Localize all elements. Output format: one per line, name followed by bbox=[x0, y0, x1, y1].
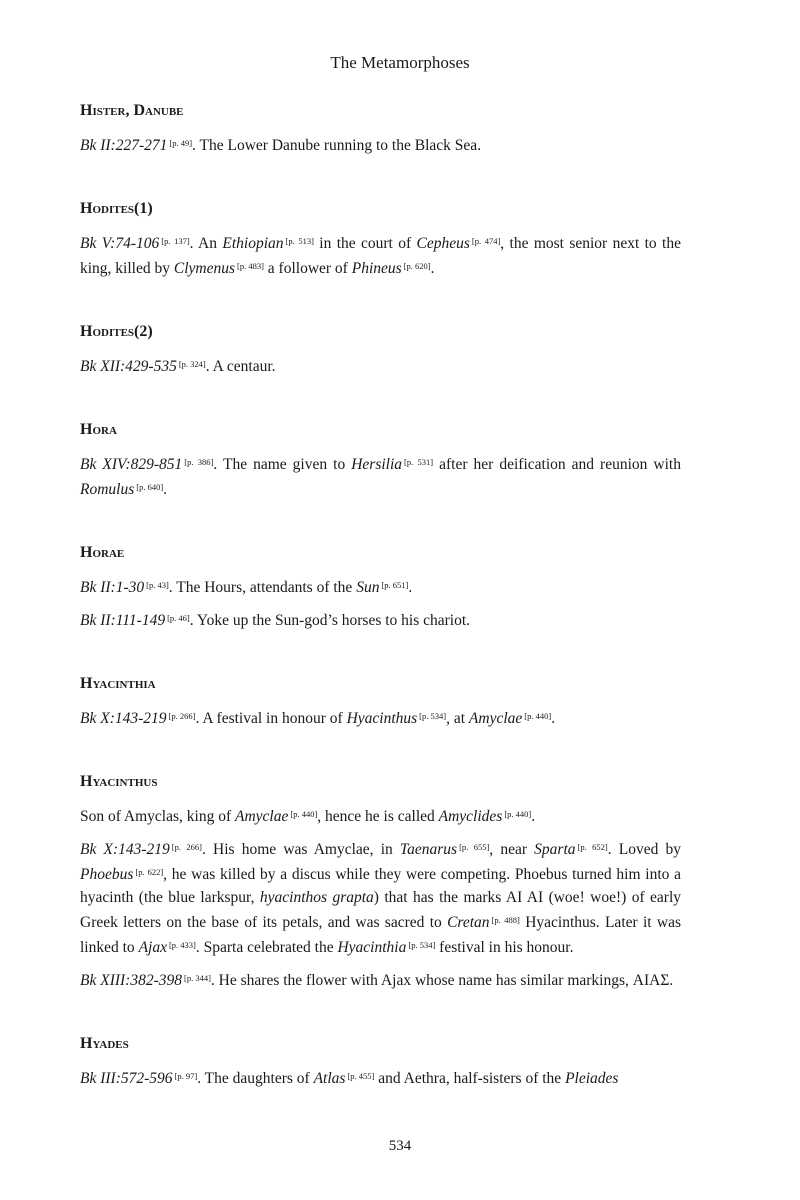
text-segment: festival in his honour. bbox=[435, 939, 574, 956]
cross-reference-link[interactable]: Cepheus bbox=[416, 235, 470, 252]
text-segment: Son of Amyclas, king of bbox=[80, 808, 235, 825]
page-reference-link[interactable]: [p. 97] bbox=[174, 1071, 198, 1081]
running-head: The Metamorphoses bbox=[330, 53, 470, 72]
glossary-entry bbox=[80, 198, 681, 280]
entry-heading: Hister, Danube bbox=[80, 102, 184, 119]
entry-heading: Hyacinthus bbox=[80, 773, 158, 790]
text-segment: Hyacinthus. Later it was linked to bbox=[80, 914, 681, 956]
cross-reference-link[interactable]: Cretan bbox=[447, 914, 490, 931]
entry-paragraph bbox=[80, 836, 681, 959]
text-segment: in the court of bbox=[313, 235, 417, 252]
cross-reference-link[interactable]: Ethiopian bbox=[222, 235, 284, 252]
text-segment: . The name given to bbox=[213, 456, 352, 473]
text-segment: , the most senior next to the king, killed by bbox=[80, 235, 681, 277]
book-reference-link[interactable]: Bk II:227-271 bbox=[80, 137, 168, 154]
text-segment: , at bbox=[446, 710, 469, 727]
text-segment: . bbox=[163, 481, 168, 498]
page-reference-link[interactable]: [p. 531] bbox=[404, 457, 434, 467]
page-reference-link[interactable]: [p. 655] bbox=[459, 842, 490, 852]
entry-heading: Hyades bbox=[80, 1035, 129, 1052]
page-reference-link[interactable]: [p. 474] bbox=[471, 236, 501, 246]
entry-heading: Hodites(1) bbox=[80, 200, 153, 217]
entry-paragraph bbox=[80, 705, 681, 730]
page-reference-link[interactable]: [p. 49] bbox=[169, 138, 193, 148]
glossary-entry bbox=[80, 1033, 681, 1090]
entry-paragraph bbox=[80, 967, 681, 992]
entry-heading: Hora bbox=[80, 421, 117, 438]
text-segment: . The Hours, attendants of the bbox=[168, 579, 357, 596]
text-segment: . bbox=[408, 579, 413, 596]
text-segment: a follower of bbox=[263, 260, 352, 277]
page-reference-link[interactable]: [p. 386] bbox=[184, 457, 214, 467]
text-segment: . Sparta celebrated the bbox=[195, 939, 338, 956]
text-segment: . The daughters of bbox=[197, 1070, 314, 1087]
page-reference-link[interactable]: [p. 433] bbox=[168, 940, 196, 950]
page-reference-link[interactable]: [p. 513] bbox=[285, 236, 314, 246]
page-reference-link[interactable]: [p. 440] bbox=[290, 809, 318, 819]
text-segment: . bbox=[430, 260, 435, 277]
glossary-content bbox=[80, 100, 681, 1090]
page-reference-link[interactable]: [p. 534] bbox=[419, 711, 447, 721]
page-reference-link[interactable]: [p. 137] bbox=[161, 236, 190, 246]
page-reference-link[interactable]: [p. 620] bbox=[403, 261, 431, 271]
entry-paragraph bbox=[80, 230, 681, 280]
cross-reference-link[interactable]: Phoebus bbox=[80, 866, 134, 883]
text-segment: , hence he is called bbox=[317, 808, 439, 825]
cross-reference-link[interactable]: Pleiades bbox=[565, 1070, 619, 1087]
cross-reference-link[interactable]: Hersilia bbox=[351, 456, 403, 473]
glossary-entry bbox=[80, 100, 681, 157]
book-reference-link[interactable]: Bk III:572-596 bbox=[80, 1070, 173, 1087]
entry-heading: Horae bbox=[80, 544, 125, 561]
page-reference-link[interactable]: [p. 440] bbox=[524, 711, 552, 721]
entry-heading: Hodites(2) bbox=[80, 323, 153, 340]
entry-paragraph bbox=[80, 353, 681, 378]
text-segment: , near bbox=[489, 841, 535, 858]
cross-reference-link[interactable]: Romulus bbox=[80, 481, 135, 498]
book-reference-link[interactable]: Bk X:143-219 bbox=[80, 841, 170, 858]
page-reference-link[interactable]: [p. 43] bbox=[146, 580, 169, 590]
cross-reference-link[interactable]: Amyclae bbox=[235, 808, 289, 825]
page-reference-link[interactable]: [p. 622] bbox=[135, 867, 164, 877]
text-segment: . His home was Amyclae, in bbox=[202, 841, 400, 858]
text-segment: . Yoke up the Sun-god’s horses to his chariot. bbox=[189, 612, 471, 629]
entry-paragraph bbox=[80, 1065, 681, 1090]
page-reference-link[interactable]: [p. 440] bbox=[504, 809, 532, 819]
page-reference-link[interactable]: [p. 324] bbox=[178, 359, 206, 369]
entry-paragraph bbox=[80, 451, 681, 501]
cross-reference-link[interactable]: Sparta bbox=[534, 841, 576, 858]
text-segment: . bbox=[551, 710, 556, 727]
glossary-entry bbox=[80, 419, 681, 501]
entry-paragraph bbox=[80, 574, 681, 599]
entry-paragraph bbox=[80, 803, 681, 828]
page-reference-link[interactable]: [p. 651] bbox=[381, 580, 409, 590]
text-segment: after her deification and reunion with bbox=[433, 456, 681, 473]
text-segment: . The Lower Danube running to the Black Sea. bbox=[192, 137, 482, 154]
page-reference-link[interactable]: [p. 266] bbox=[171, 842, 202, 852]
page-reference-link[interactable]: [p. 652] bbox=[577, 842, 608, 852]
cross-reference-link[interactable]: Hyacinthus bbox=[346, 710, 418, 727]
page-reference-link[interactable]: [p. 488] bbox=[491, 915, 520, 925]
book-reference-link[interactable]: Bk X:143-219 bbox=[80, 710, 167, 727]
cross-reference-link[interactable]: Clymenus bbox=[173, 260, 235, 277]
entry-heading: Hyacinthia bbox=[80, 675, 156, 692]
book-reference-link[interactable]: Bk V:74-106 bbox=[80, 235, 160, 252]
page-reference-link[interactable]: [p. 455] bbox=[347, 1071, 375, 1081]
cross-reference-link[interactable]: Amyclides bbox=[438, 808, 503, 825]
cross-reference-link[interactable]: Amyclae bbox=[468, 710, 523, 727]
glossary-entry bbox=[80, 673, 681, 730]
page-reference-link[interactable]: [p. 344] bbox=[184, 973, 211, 983]
page-reference-link[interactable]: [p. 483] bbox=[237, 261, 264, 271]
glossary-entry bbox=[80, 321, 681, 378]
cross-reference-link[interactable]: Atlas bbox=[313, 1070, 346, 1087]
cross-reference-link[interactable]: Ajax bbox=[138, 939, 167, 956]
text-segment: and Aethra, half-sisters of the bbox=[374, 1070, 566, 1087]
page-reference-link[interactable]: [p. 46] bbox=[167, 613, 190, 623]
entry-paragraph bbox=[80, 607, 681, 632]
glossary-entry bbox=[80, 771, 681, 992]
text-segment: . He shares the flower with Ajax whose name has similar markings, ΑΙΑΣ. bbox=[210, 972, 674, 989]
entry-paragraph bbox=[80, 132, 681, 157]
text-segment: . bbox=[531, 808, 536, 825]
text-segment: . An bbox=[189, 235, 223, 252]
cross-reference-link[interactable]: Sun bbox=[356, 579, 380, 596]
book-reference-link[interactable]: Bk II:1-30 bbox=[80, 579, 145, 596]
glossary-entry bbox=[80, 542, 681, 632]
book-reference-link[interactable]: Bk XIV:829-851 bbox=[80, 456, 183, 473]
book-reference-link[interactable]: Bk XIII:382-398 bbox=[80, 972, 182, 989]
text-segment: . A festival in honour of bbox=[195, 710, 347, 727]
cross-reference-link[interactable]: Phineus bbox=[351, 260, 402, 277]
page-reference-link[interactable]: [p. 266] bbox=[168, 711, 196, 721]
text-segment: . A centaur. bbox=[205, 358, 276, 375]
book-reference-link[interactable]: Bk XII:429-535 bbox=[80, 358, 177, 375]
book-reference-link[interactable]: Bk II:111-149 bbox=[80, 612, 166, 629]
cross-reference-link[interactable]: Taenarus bbox=[399, 841, 458, 858]
page-reference-link[interactable]: [p. 534] bbox=[408, 940, 436, 950]
text-segment: . Loved by bbox=[607, 841, 681, 858]
page-number: 534 bbox=[388, 1138, 412, 1154]
cross-reference-link[interactable]: hyacinthos grapta bbox=[259, 889, 374, 906]
text-segment: , he was killed by a discus while they were competing. Phoebus turned him into a hyacinth (the blue larkspur, bbox=[80, 866, 681, 906]
text-segment: ) that has the marks AI AI (woe! woe!) of early Greek letters on the base of its petals, and was sacred to bbox=[80, 889, 682, 931]
cross-reference-link[interactable]: Hyacinthia bbox=[337, 939, 407, 956]
page-reference-link[interactable]: [p. 640] bbox=[136, 482, 164, 492]
